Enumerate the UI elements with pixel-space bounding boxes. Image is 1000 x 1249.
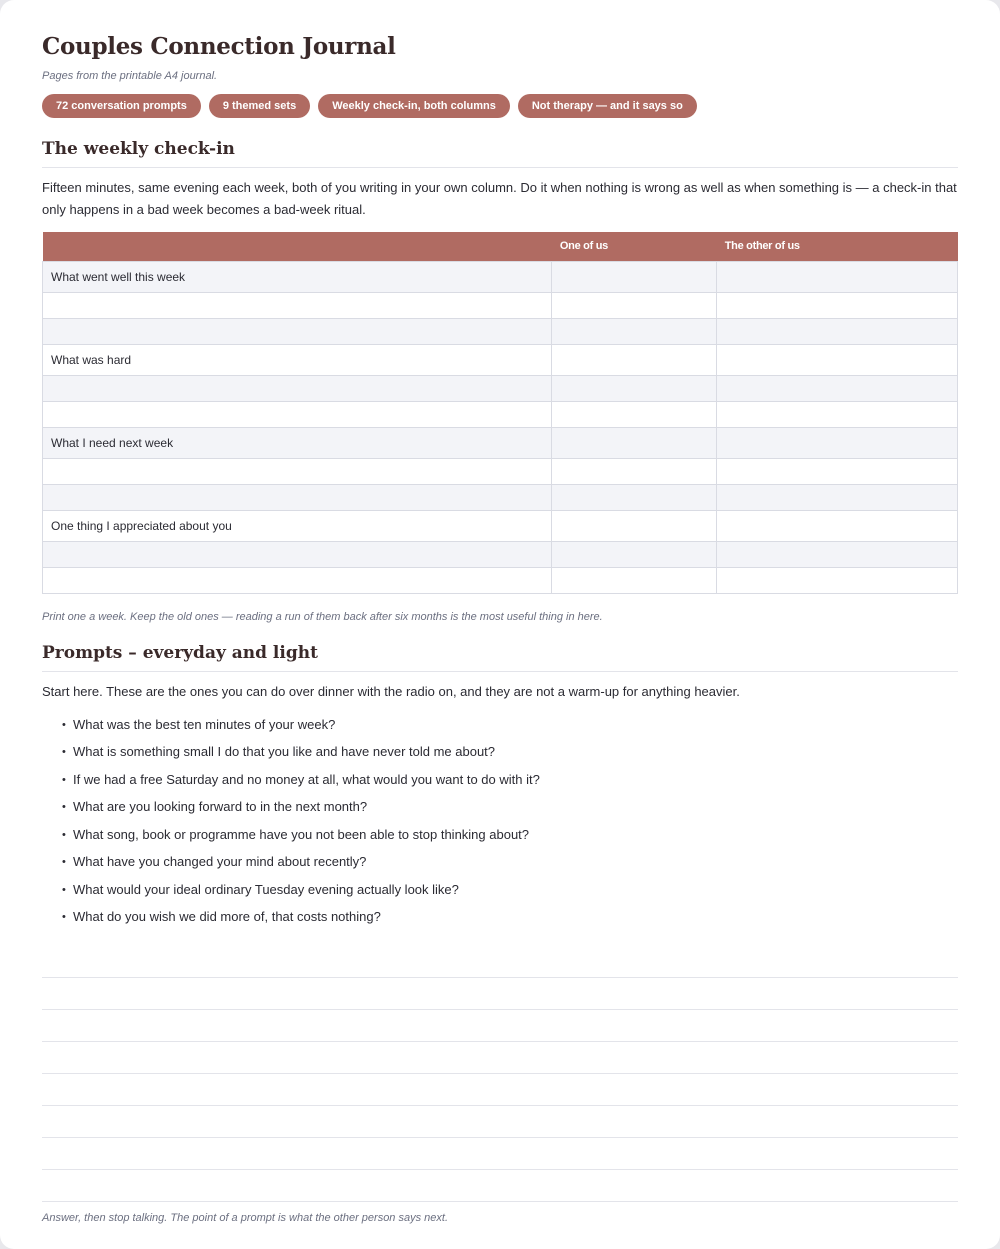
writing-line	[42, 1170, 958, 1202]
table-row	[43, 318, 958, 344]
row-label	[43, 401, 552, 427]
prompt-text: What is something small I do that you like and have never told me about?	[73, 744, 496, 759]
table-row	[43, 458, 958, 484]
list-item	[62, 878, 958, 906]
checkin-table	[42, 232, 958, 594]
chip-themed-sets: 9 themed sets	[209, 94, 310, 118]
prompts-intro: Start here. These are the ones you can do over dinner with the radio on, and they are not a warm-up for anything heavier.	[42, 683, 740, 699]
prompt-list	[42, 713, 958, 933]
row-label	[43, 484, 552, 510]
feature-chips	[42, 94, 958, 118]
writing-line	[42, 1042, 958, 1074]
row-label: What I need next week	[43, 427, 552, 458]
row-label	[43, 292, 552, 318]
write-cell	[717, 375, 958, 401]
chip-weekly-checkin: Weekly check-in, both columns	[318, 94, 510, 118]
table-row	[43, 541, 958, 567]
list-item	[62, 740, 958, 768]
write-cell	[552, 292, 717, 318]
write-cell	[552, 427, 717, 458]
row-label	[43, 318, 552, 344]
checkin-note: Print one a week. Keep the old ones — reading a run of them back after six months is the most useful thing in here.	[42, 610, 603, 623]
section-heading-prompts: Prompts – everyday and light	[42, 640, 958, 672]
write-cell	[552, 344, 717, 375]
write-cell	[717, 292, 958, 318]
row-label: One thing I appreciated about you	[43, 510, 552, 541]
list-item	[62, 905, 958, 933]
list-item	[62, 713, 958, 741]
list-item	[62, 795, 958, 823]
writing-line	[42, 978, 958, 1010]
write-cell	[717, 401, 958, 427]
table-row	[43, 484, 958, 510]
table-row	[43, 375, 958, 401]
column-header-one-of-us: One of us	[552, 232, 717, 261]
column-header-other-of-us: The other of us	[717, 232, 958, 261]
row-label	[43, 458, 552, 484]
prompt-text: If we had a free Saturday and no money at all, what would you want to do with it?	[73, 771, 540, 787]
chip-not-therapy: Not therapy — and it says so	[518, 94, 697, 118]
column-header-prompt	[43, 232, 552, 261]
writing-line	[42, 1074, 958, 1106]
prompt-text: What would your ideal ordinary Tuesday evening actually look like?	[73, 881, 459, 897]
page-subtitle: Pages from the printable A4 journal.	[42, 70, 218, 82]
write-cell	[717, 344, 958, 375]
bullet-icon: •	[62, 773, 66, 786]
write-cell	[552, 567, 717, 593]
write-cell	[717, 567, 958, 593]
chip-prompts-count: 72 conversation prompts	[42, 94, 201, 118]
bullet-icon: •	[62, 856, 66, 868]
table-row	[43, 292, 958, 318]
list-item	[62, 850, 958, 878]
table-row	[43, 427, 958, 458]
row-label: What went well this week	[43, 261, 552, 292]
prompts-footer-note: Answer, then stop talking. The point of a prompt is what the other person says next.	[42, 1211, 449, 1224]
prompt-text: What do you wish we did more of, that costs nothing?	[73, 909, 381, 924]
write-cell	[717, 484, 958, 510]
bullet-icon: •	[62, 718, 66, 731]
write-cell	[717, 427, 958, 458]
table-row	[43, 510, 958, 541]
write-cell	[552, 484, 717, 510]
page-title: Couples Connection Journal	[42, 33, 396, 60]
write-cell	[552, 541, 717, 567]
bullet-icon: •	[62, 746, 66, 758]
write-cell	[552, 510, 717, 541]
row-label	[43, 375, 552, 401]
write-cell	[552, 375, 717, 401]
bullet-icon: •	[62, 883, 66, 896]
writing-line	[42, 1106, 958, 1138]
prompt-text: What song, book or programme have you not been able to stop thinking about?	[73, 826, 530, 842]
write-cell	[717, 510, 958, 541]
section-heading-weekly-checkin: The weekly check-in	[42, 136, 958, 168]
list-item	[62, 823, 958, 851]
table-row	[43, 344, 958, 375]
list-item	[62, 768, 958, 796]
prompt-text: What was the best ten minutes of your week?	[73, 716, 336, 732]
writing-line	[42, 960, 958, 978]
write-cell	[717, 458, 958, 484]
row-label	[43, 541, 552, 567]
write-cell	[552, 261, 717, 292]
table-row	[43, 261, 958, 292]
checkin-header-row	[43, 232, 958, 261]
table-row	[43, 401, 958, 427]
writing-lines	[42, 960, 958, 1202]
write-cell	[552, 458, 717, 484]
bullet-icon: •	[62, 828, 66, 841]
row-label	[43, 567, 552, 593]
prompt-text: What are you looking forward to in the next month?	[73, 799, 368, 814]
bullet-icon: •	[62, 801, 66, 813]
prompt-text: What have you changed your mind about recently?	[73, 854, 367, 869]
checkin-intro: Fifteen minutes, same evening each week, both of you writing in your own column. Do it when nothing is wrong as well as when something is — a check-in that only happens in a bad week becomes a bad-week ritual.	[42, 180, 957, 217]
writing-line	[42, 1010, 958, 1042]
write-cell	[717, 261, 958, 292]
write-cell	[717, 541, 958, 567]
write-cell	[717, 318, 958, 344]
bullet-icon: •	[62, 911, 66, 923]
row-label: What was hard	[43, 344, 552, 375]
writing-line	[42, 1138, 958, 1170]
write-cell	[552, 318, 717, 344]
table-row	[43, 567, 958, 593]
write-cell	[552, 401, 717, 427]
